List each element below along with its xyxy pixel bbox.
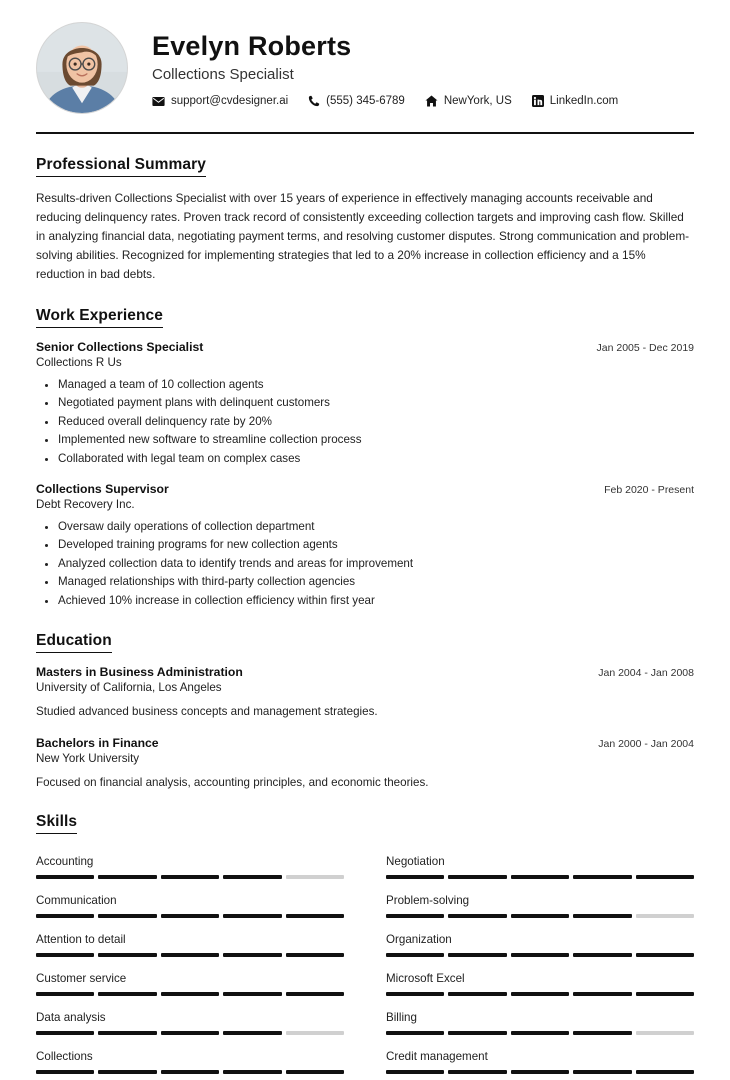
skill-level-segment [636, 953, 694, 957]
skill-level-segment [223, 953, 281, 957]
skill-level-segment [223, 875, 281, 879]
experience-dates: Feb 2020 - Present [604, 483, 694, 496]
skill-level-bar [386, 1070, 694, 1074]
list-item: • Collaborated with legal team on complex cases [58, 450, 694, 468]
skill-level-segment [161, 953, 219, 957]
contact-location[interactable] [425, 95, 512, 107]
skill-level-segment [386, 1031, 444, 1035]
experience-bullets [36, 518, 694, 610]
skill-item [386, 1041, 694, 1080]
education-entry-head [36, 665, 694, 679]
avatar-photo [37, 23, 127, 113]
list-item: • Achieved 10% increase in collection efficiency within first year [58, 592, 694, 610]
envelope-icon [152, 96, 165, 107]
section-education [36, 632, 694, 792]
skill-level-segment [286, 992, 344, 996]
skill-name: Organization [386, 933, 452, 947]
experience-role: Collections Supervisor [36, 481, 169, 496]
skill-level-segment [161, 1070, 219, 1074]
skill-level-segment [511, 1031, 569, 1035]
list-item: • Reduced overall delinquency rate by 20% [58, 413, 694, 431]
skill-item [386, 963, 694, 1002]
skill-level-segment [448, 1070, 506, 1074]
skill-level-segment [573, 1070, 631, 1074]
skill-item [36, 885, 344, 924]
skill-level-segment [636, 914, 694, 918]
skill-level-segment [386, 992, 444, 996]
job-title: Collections Specialist [152, 66, 294, 84]
education-school: University of California, Los Angeles [36, 680, 222, 694]
skill-level-segment [36, 875, 94, 879]
skill-level-segment [386, 1070, 444, 1074]
skill-level-segment [573, 953, 631, 957]
skill-name: Customer service [36, 972, 127, 986]
skill-item [386, 924, 694, 963]
skill-level-segment [286, 1031, 344, 1035]
section-heading-experience: Work Experience [36, 307, 163, 328]
section-professional-summary [36, 156, 694, 285]
skill-level-bar [386, 953, 694, 957]
skill-level-segment [636, 875, 694, 879]
skill-level-segment [36, 914, 94, 918]
skill-level-bar [36, 875, 344, 879]
contact-location-label: NewYork, US [443, 95, 512, 108]
skill-level-segment [448, 1031, 506, 1035]
skill-level-segment [386, 953, 444, 957]
skill-level-segment [511, 875, 569, 879]
skill-level-bar [386, 914, 694, 918]
linkedin-icon [532, 95, 544, 107]
skill-item [386, 1002, 694, 1041]
skill-name: Billing [386, 1011, 417, 1025]
education-entry [36, 665, 694, 720]
list-item: • Developed training programs for new collection agents [58, 536, 694, 554]
skill-level-segment [223, 914, 281, 918]
contact-linkedin[interactable] [532, 95, 618, 107]
skill-level-segment [448, 992, 506, 996]
skill-name: Credit management [386, 1050, 488, 1064]
skill-level-segment [98, 1031, 156, 1035]
skill-level-segment [98, 875, 156, 879]
skill-level-segment [286, 1070, 344, 1074]
section-skills [36, 813, 694, 1080]
experience-org: Debt Recovery Inc. [36, 497, 135, 511]
skill-level-segment [511, 953, 569, 957]
section-heading-summary: Professional Summary [36, 156, 206, 177]
skill-level-segment [36, 953, 94, 957]
skill-level-bar [36, 914, 344, 918]
skill-level-segment [161, 875, 219, 879]
skill-level-segment [98, 992, 156, 996]
skill-level-segment [223, 1070, 281, 1074]
header-text-block [152, 29, 694, 107]
skill-level-segment [223, 992, 281, 996]
education-dates: Jan 2000 - Jan 2004 [598, 738, 694, 751]
list-item: • Implemented new software to streamline collection process [58, 431, 694, 449]
experience-entry-head [36, 482, 694, 496]
education-description: Studied advanced business concepts and management strategies. [36, 704, 378, 718]
education-entry-head [36, 736, 694, 750]
home-icon [425, 95, 438, 107]
contact-linkedin-label: LinkedIn.com [549, 95, 619, 108]
skill-level-segment [36, 992, 94, 996]
skill-level-segment [98, 1070, 156, 1074]
skill-item [36, 1002, 344, 1041]
experience-org: Collections R Us [36, 355, 122, 369]
experience-entry [36, 482, 694, 610]
skill-level-bar [36, 953, 344, 957]
list-item: • Managed relationships with third-party collection agencies [58, 573, 694, 591]
skill-level-segment [636, 1031, 694, 1035]
education-degree: Masters in Business Administration [36, 664, 243, 679]
skill-name: Problem-solving [386, 894, 470, 908]
contact-phone[interactable] [308, 95, 405, 107]
skill-level-segment [636, 992, 694, 996]
skill-level-bar [36, 992, 344, 996]
skill-item [36, 846, 344, 885]
experience-entry [36, 340, 694, 468]
skill-level-segment [573, 914, 631, 918]
skill-level-segment [161, 992, 219, 996]
education-description: Focused on financial analysis, accounting principles, and economic theories. [36, 776, 429, 790]
skill-item [386, 846, 694, 885]
skill-level-segment [448, 953, 506, 957]
skill-level-segment [511, 1070, 569, 1074]
skill-level-segment [98, 914, 156, 918]
skill-level-segment [448, 875, 506, 879]
experience-role: Senior Collections Specialist [36, 339, 204, 354]
skill-level-bar [386, 992, 694, 996]
skill-level-segment [573, 875, 631, 879]
skill-level-bar [36, 1031, 344, 1035]
skill-level-segment [286, 953, 344, 957]
skills-grid [36, 846, 694, 1080]
skill-level-segment [511, 992, 569, 996]
skill-level-segment [36, 1031, 94, 1035]
section-heading-education: Education [36, 632, 112, 653]
summary-text: Results-driven Collections Specialist with over 15 years of experience in effectively managing accounts receivable and reducing delinquency rates. Proven track record of consistently exceeding collection targets and improving cash flow. Skilled in analyzing financial data, negotiating payment terms, and resolving customer disputes. Strong communication and problem-solving abilities. Recognized for implementing strategies that led to a 20% increase in collection efficiency and a 15% reduction in bad debts. [36, 191, 690, 282]
page-title: Evelyn Roberts [152, 30, 352, 61]
skill-level-segment [636, 1070, 694, 1074]
education-dates: Jan 2004 - Jan 2008 [598, 666, 694, 679]
experience-bullets [36, 376, 694, 468]
skill-item [386, 885, 694, 924]
avatar [36, 22, 128, 114]
skill-name: Microsoft Excel [386, 972, 465, 986]
skill-level-bar [386, 875, 694, 879]
experience-dates: Jan 2005 - Dec 2019 [596, 341, 694, 354]
skill-name: Attention to detail [36, 933, 126, 947]
skill-item [36, 924, 344, 963]
skill-item [36, 963, 344, 1002]
skill-level-segment [448, 914, 506, 918]
contact-row [152, 95, 694, 107]
skill-level-segment [161, 1031, 219, 1035]
section-heading-skills: Skills [36, 813, 77, 834]
skill-name: Negotiation [386, 855, 445, 869]
education-degree: Bachelors in Finance [36, 736, 159, 751]
skill-level-segment [386, 914, 444, 918]
skill-level-segment [386, 875, 444, 879]
education-entry [36, 736, 694, 791]
skill-level-segment [573, 1031, 631, 1035]
contact-email-label: support@cvdesigner.ai [171, 95, 289, 108]
skill-level-segment [573, 992, 631, 996]
skill-level-segment [36, 1070, 94, 1074]
skill-name: Communication [36, 894, 117, 908]
skill-level-segment [223, 1031, 281, 1035]
list-item: • Negotiated payment plans with delinquent customers [58, 394, 694, 412]
skill-level-bar [36, 1070, 344, 1074]
skill-name: Accounting [36, 855, 94, 869]
education-school: New York University [36, 752, 140, 766]
skill-level-segment [161, 914, 219, 918]
list-item: • Managed a team of 10 collection agents [58, 376, 694, 394]
skill-item [36, 1041, 344, 1080]
skill-level-bar [386, 1031, 694, 1035]
contact-phone-label: (555) 345-6789 [326, 95, 405, 108]
skill-name: Collections [36, 1050, 93, 1064]
section-work-experience [36, 307, 694, 610]
skill-name: Data analysis [36, 1011, 106, 1025]
list-item: • Oversaw daily operations of collection department [58, 518, 694, 536]
resume-header [36, 22, 694, 134]
skill-level-segment [98, 953, 156, 957]
skill-level-segment [286, 875, 344, 879]
contact-email[interactable] [152, 95, 288, 107]
skill-level-segment [286, 914, 344, 918]
phone-icon [308, 95, 320, 107]
skill-level-segment [511, 914, 569, 918]
experience-entry-head [36, 340, 694, 354]
list-item: • Analyzed collection data to identify trends and areas for improvement [58, 555, 694, 573]
